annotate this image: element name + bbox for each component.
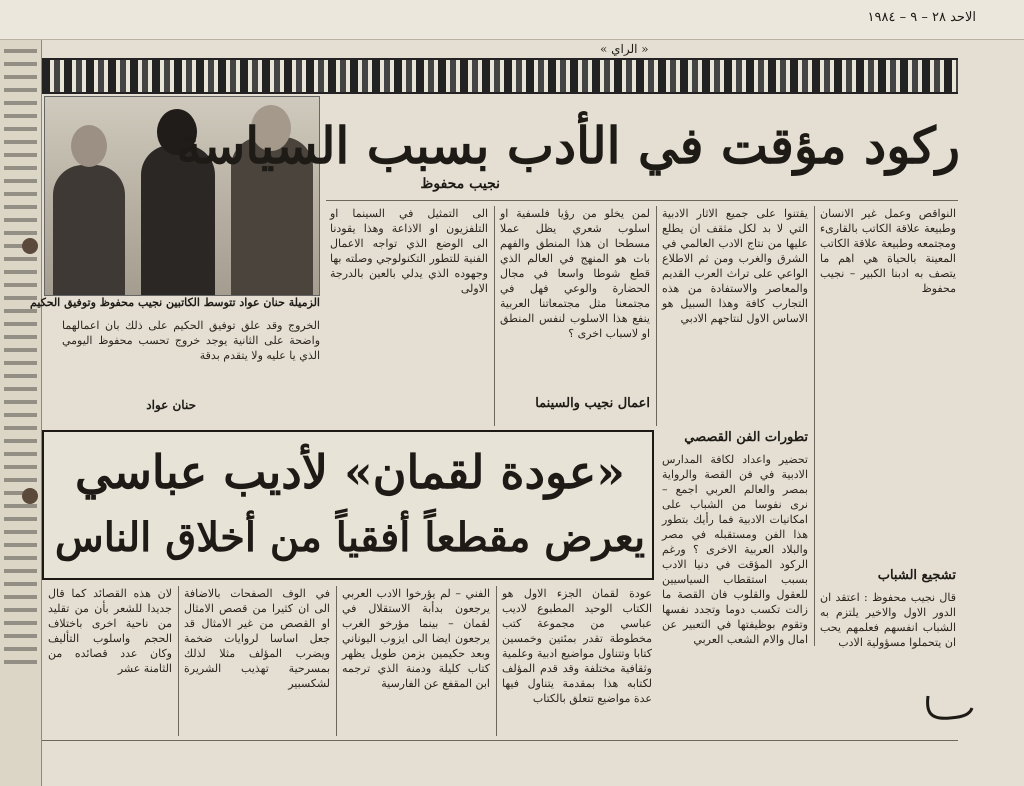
handwritten-mark-icon [920, 686, 976, 726]
article-column-3: لمن يخلو من رؤيا فلسفية او اسلوب شعري يظل عملا مسطحا ان هذا المنطق والفهم بات هو المنهج في العالم الذي قطع شوطا واسعا في مجال الحضارة والوعي فهل في مجتمعنا مثل مجتمعاتنا العربية ينفع هذا الاسلوب لنفس المنطق او لاسباب اخرى ؟ [500, 207, 650, 340]
section-subhead-story: تطورات الفن القصصي [684, 430, 808, 445]
article-byline: نجيب محفوظ [420, 176, 500, 192]
article2-headline-box [42, 430, 654, 580]
article-column-2: يقتنوا على جميع الاثار الادبية التي لا بد لكل مثقف ان يطلع عليها من نتاج الادب العالمي في الشرق والغرب ومن ثم الاطلاع الواعي على تراث العرب القديم والمعاصر والاستفادة من هذه التجارب كافة وهذا السبيل هو الاساس الاول لنتاجهم الادبي [662, 207, 808, 325]
decorative-border-band [42, 58, 958, 94]
newspaper-name: « الراي » [600, 42, 649, 56]
article-headline: ركود مؤقت في الأدب بسبب السياسة [176, 116, 960, 175]
article-column-left: الخروج وقد علق توفيق الحكيم على ذلك بان اعمالهما واضحة على الثانية يوجد خروج تحسب محفوظ اليومي الذي يا عليه ولا يتقدم بدقة [62, 319, 320, 362]
article-column-5: تحضير واعداد لكافة المدارس الادبية في فن القصة والرواية بمصر والعالم العربي اجمع – نرى نفوسا من الشباب على امكانيات الادبية فما رأيك بتطور هذا الفن ومستقبله في مصر والبلاد العربية الاخرى ؟ ورغم الركود المؤقت في دنيا الادب بسبب استقطاب السياسيين للعقول والقلوب فان القصة ما زالت تكسب دوما وتجدد نفسها وتقوم بوظيفتها في التعبير عن امال والام الشعب العربي [662, 453, 808, 646]
binder-hole-icon [22, 238, 38, 254]
article-column-6: قال نجيب محفوظ : اعتقد ان الدور الاول والاخير يلتزم به الشباب انفسهم فعلمهم يحب ان يتحملوا مسؤولية الادب [820, 591, 956, 649]
article-column-4: الى التمثيل في السينما او التلفزيون او الاذاعة وهذا يقودنا الى الوضع الذي تواجه الاعمال الفنية للتطور التكنولوجي وصلته بها وجهوده الذي يدلي بالعين بالدرجة الاولى [330, 207, 488, 295]
photo-caption: الزميلة حنان عواد تتوسط الكاتبين نجيب محفوظ وتوفيق الحكيم [30, 296, 320, 309]
binder-hole-icon [22, 488, 38, 504]
author-signature: حنان عواد [146, 398, 196, 412]
article2-column-1: عودة لقمان الجزء الاول هو الكتاب الوحيد المطبوع لاديب عباسي من مجموعة كتب مخطوطة تقدر بمئتين وخمسين كتابا وتتناول مواضيع ادبية وعلمية وثقافية مختلفة وقد قدم المؤلف لكتابه هذا بمقدمة يتناول فيها عدة مواضيع تتعلق بالكتاب [502, 587, 652, 705]
article-column-1: النواقص وعمل غير الانسان وطبيعة علاقة الكاتب بالقارىء ومجتمعه وطبيعة علاقة الكاتب المعينة بالحياة هي اهم ما يتصف به ادبنا الكبير – نجيب محفوظ [820, 207, 956, 295]
issue-date: الاحد ٢٨ – ٩ – ١٩٨٤ [867, 10, 976, 25]
article2-column-3: في الوف الصفحات بالاضافة الى ان كثيرا من قصص الامثال او القصص من غير الامثال قد جعل اساسا لروايات ضخمة ويضرب المؤلف مثلا لذلك بمسرحية تهذيب الشريرة لشكسبير [184, 587, 330, 690]
article2-column-2: الفني – لم يؤرخوا الادب العربي يرجعون بدأبة الاستقلال في لقمان – بينما مؤرخو الغرب يرجعون ايضا الى ايزوب اليوناني وبعد حكيمين بزمن طويل يظهر كتاب كليلة ودمنة الذي ترجمه ابن المقفع عن الفارسية [342, 587, 490, 690]
article2-column-4: لان هذه القصائد كما قال جديدا للشعر بأن من تقليد من ناحية اخرى باختلاف الحجم واسلوب التأليف وكان عدد قصائده من الثامنة عشر [48, 587, 172, 675]
section-subhead-youth: تشجيع الشباب [877, 568, 956, 583]
adjacent-page-strip [0, 40, 42, 786]
section-subhead-cinema: اعمال نجيب والسينما [535, 396, 650, 411]
article2-headline-line2: يعرض مقطعاً أفقياً من أخلاق الناس [54, 514, 646, 561]
article2-headline-line1: «عودة لقمان» لأديب عباسي [75, 445, 625, 499]
page-header [0, 0, 1024, 40]
